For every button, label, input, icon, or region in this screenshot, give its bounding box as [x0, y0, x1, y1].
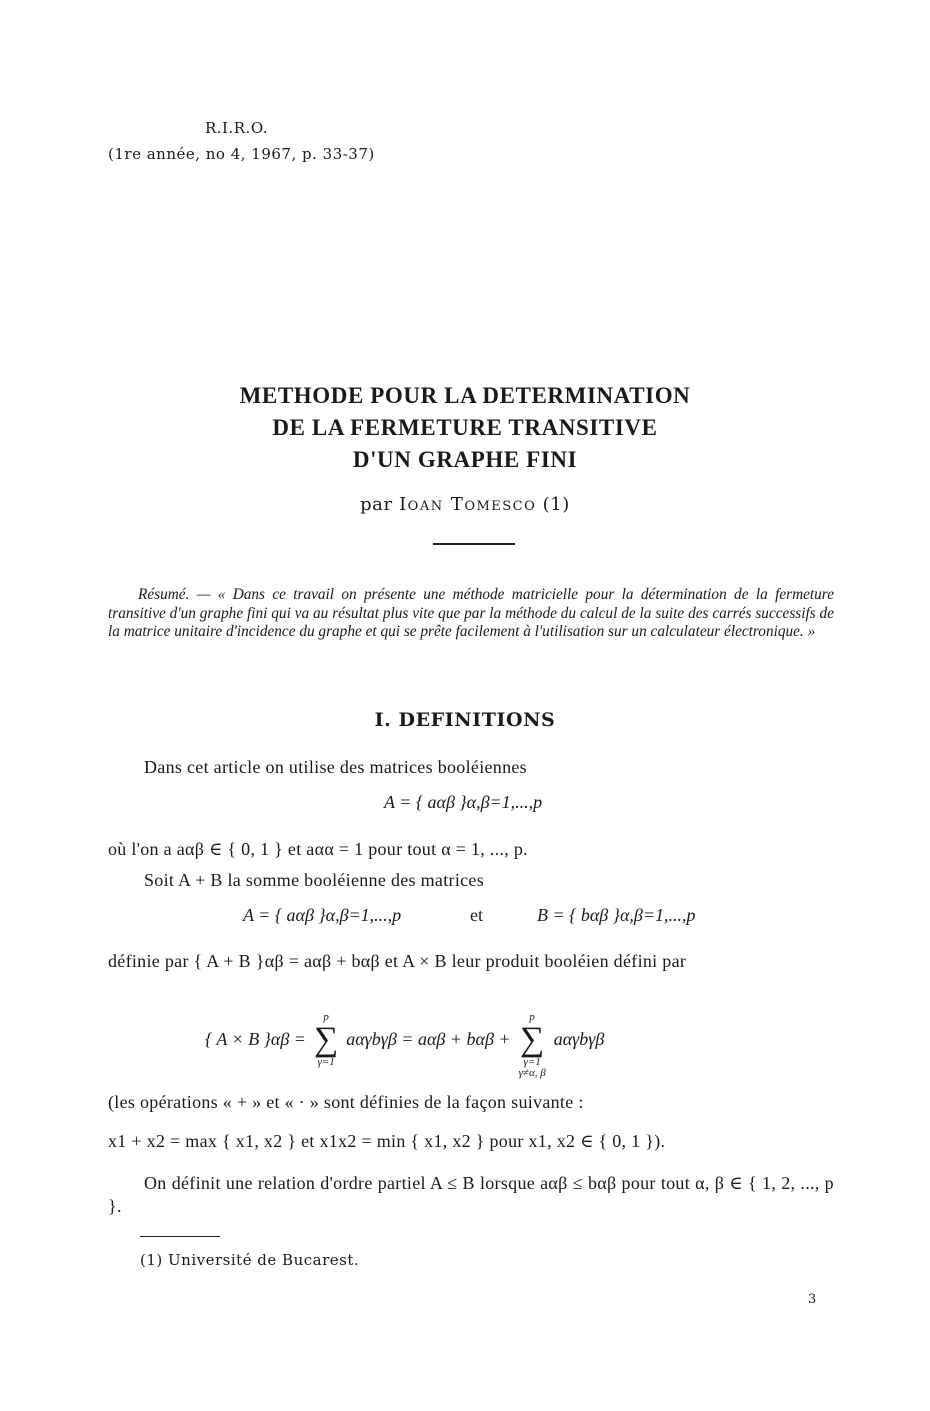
equation-1: A = { aαβ }α,β=1,...,p — [384, 792, 543, 812]
footnote: (1) Université de Bucarest. — [140, 1251, 360, 1269]
equation-2-right: B = { bαβ }α,β=1,...,p — [537, 905, 696, 925]
author-line — [0, 494, 930, 515]
summation-2-lower: γ=1 — [523, 1056, 541, 1068]
equation-2-conjunction: et — [470, 905, 483, 925]
paragraph-1: Dans cet article on utilise des matrices booléiennes — [144, 757, 527, 777]
sigma-symbol-2: ∑ — [520, 1021, 545, 1058]
title-rule — [433, 543, 515, 545]
paragraph-4: définie par { A + B }αβ = aαβ + bαβ et A × B leur produit booléien défini par — [108, 951, 687, 971]
footnote-rule — [140, 1236, 220, 1237]
equation-3 — [205, 1000, 604, 1079]
paragraph-2: où l'on a aαβ ∈ { 0, 1 } et aαα = 1 pour tout α = 1, ..., p. — [108, 839, 528, 859]
title-line-1: METHODE POUR LA DETERMINATION — [239, 383, 691, 408]
equation-3-middle: aαγbγβ = aαβ + bαβ + — [346, 1029, 511, 1049]
summation-2 — [519, 1012, 546, 1079]
title-line-2: DE LA FERMETURE TRANSITIVE — [272, 415, 658, 440]
abstract — [108, 586, 834, 642]
paragraph-3: Soit A + B la somme booléienne des matrices — [144, 870, 485, 890]
author-name: Ioan Tomesco — [399, 494, 537, 515]
summation-2-condition: γ≠α, β — [518, 1067, 546, 1079]
abstract-text: — « Dans ce travail on présente une méthode matricielle pour la détermination de la fermeture transitive d'un graphe fini qui va au résultat plus vite que par la méthode du calcul de la suite des carrés successifs de la matrice unitaire d'incidence du graphe et qui se prête facilement à l'utilisation sur un calculateur électronique. » — [108, 586, 834, 640]
summation-1 — [314, 1012, 338, 1068]
page-number: 3 — [808, 1292, 817, 1307]
summation-1-upper: p — [323, 1010, 329, 1023]
author-prefix: par — [360, 494, 393, 515]
equation-3-right: aαγbγβ — [553, 1029, 605, 1049]
equation-3-left: { A × B }αβ = — [205, 1029, 306, 1049]
author-footnote-mark: (1) — [542, 494, 570, 515]
paragraph-5: (les opérations « + » et « · » sont définies de la façon suivante : — [108, 1092, 584, 1112]
abstract-label: Résumé. — [138, 586, 190, 603]
equation-2-left: A = { aαβ }α,β=1,...,p — [243, 905, 402, 925]
section-heading: I. DEFINITIONS — [374, 709, 556, 731]
title-line-3: D'UN GRAPHE FINI — [352, 447, 578, 472]
summation-2-upper: p — [529, 1011, 535, 1023]
summation-1-lower: γ=1 — [317, 1055, 335, 1068]
sigma-symbol-1: ∑ — [313, 1020, 339, 1058]
paragraph-7: On définit une relation d'ordre partiel A ≤ B lorsque aαβ ≤ bαβ pour tout α, β ∈ { 1, 2, ..., p }. — [108, 1173, 834, 1216]
journal-issue: (1re année, no 4, 1967, p. 33-37) — [108, 145, 375, 163]
paragraph-6: x1 + x2 = max { x1, x2 } et x1x2 = min { x1, x2 } pour x1, x2 ∈ { 0, 1 }). — [108, 1131, 666, 1151]
journal-name: R.I.R.O. — [205, 119, 269, 137]
